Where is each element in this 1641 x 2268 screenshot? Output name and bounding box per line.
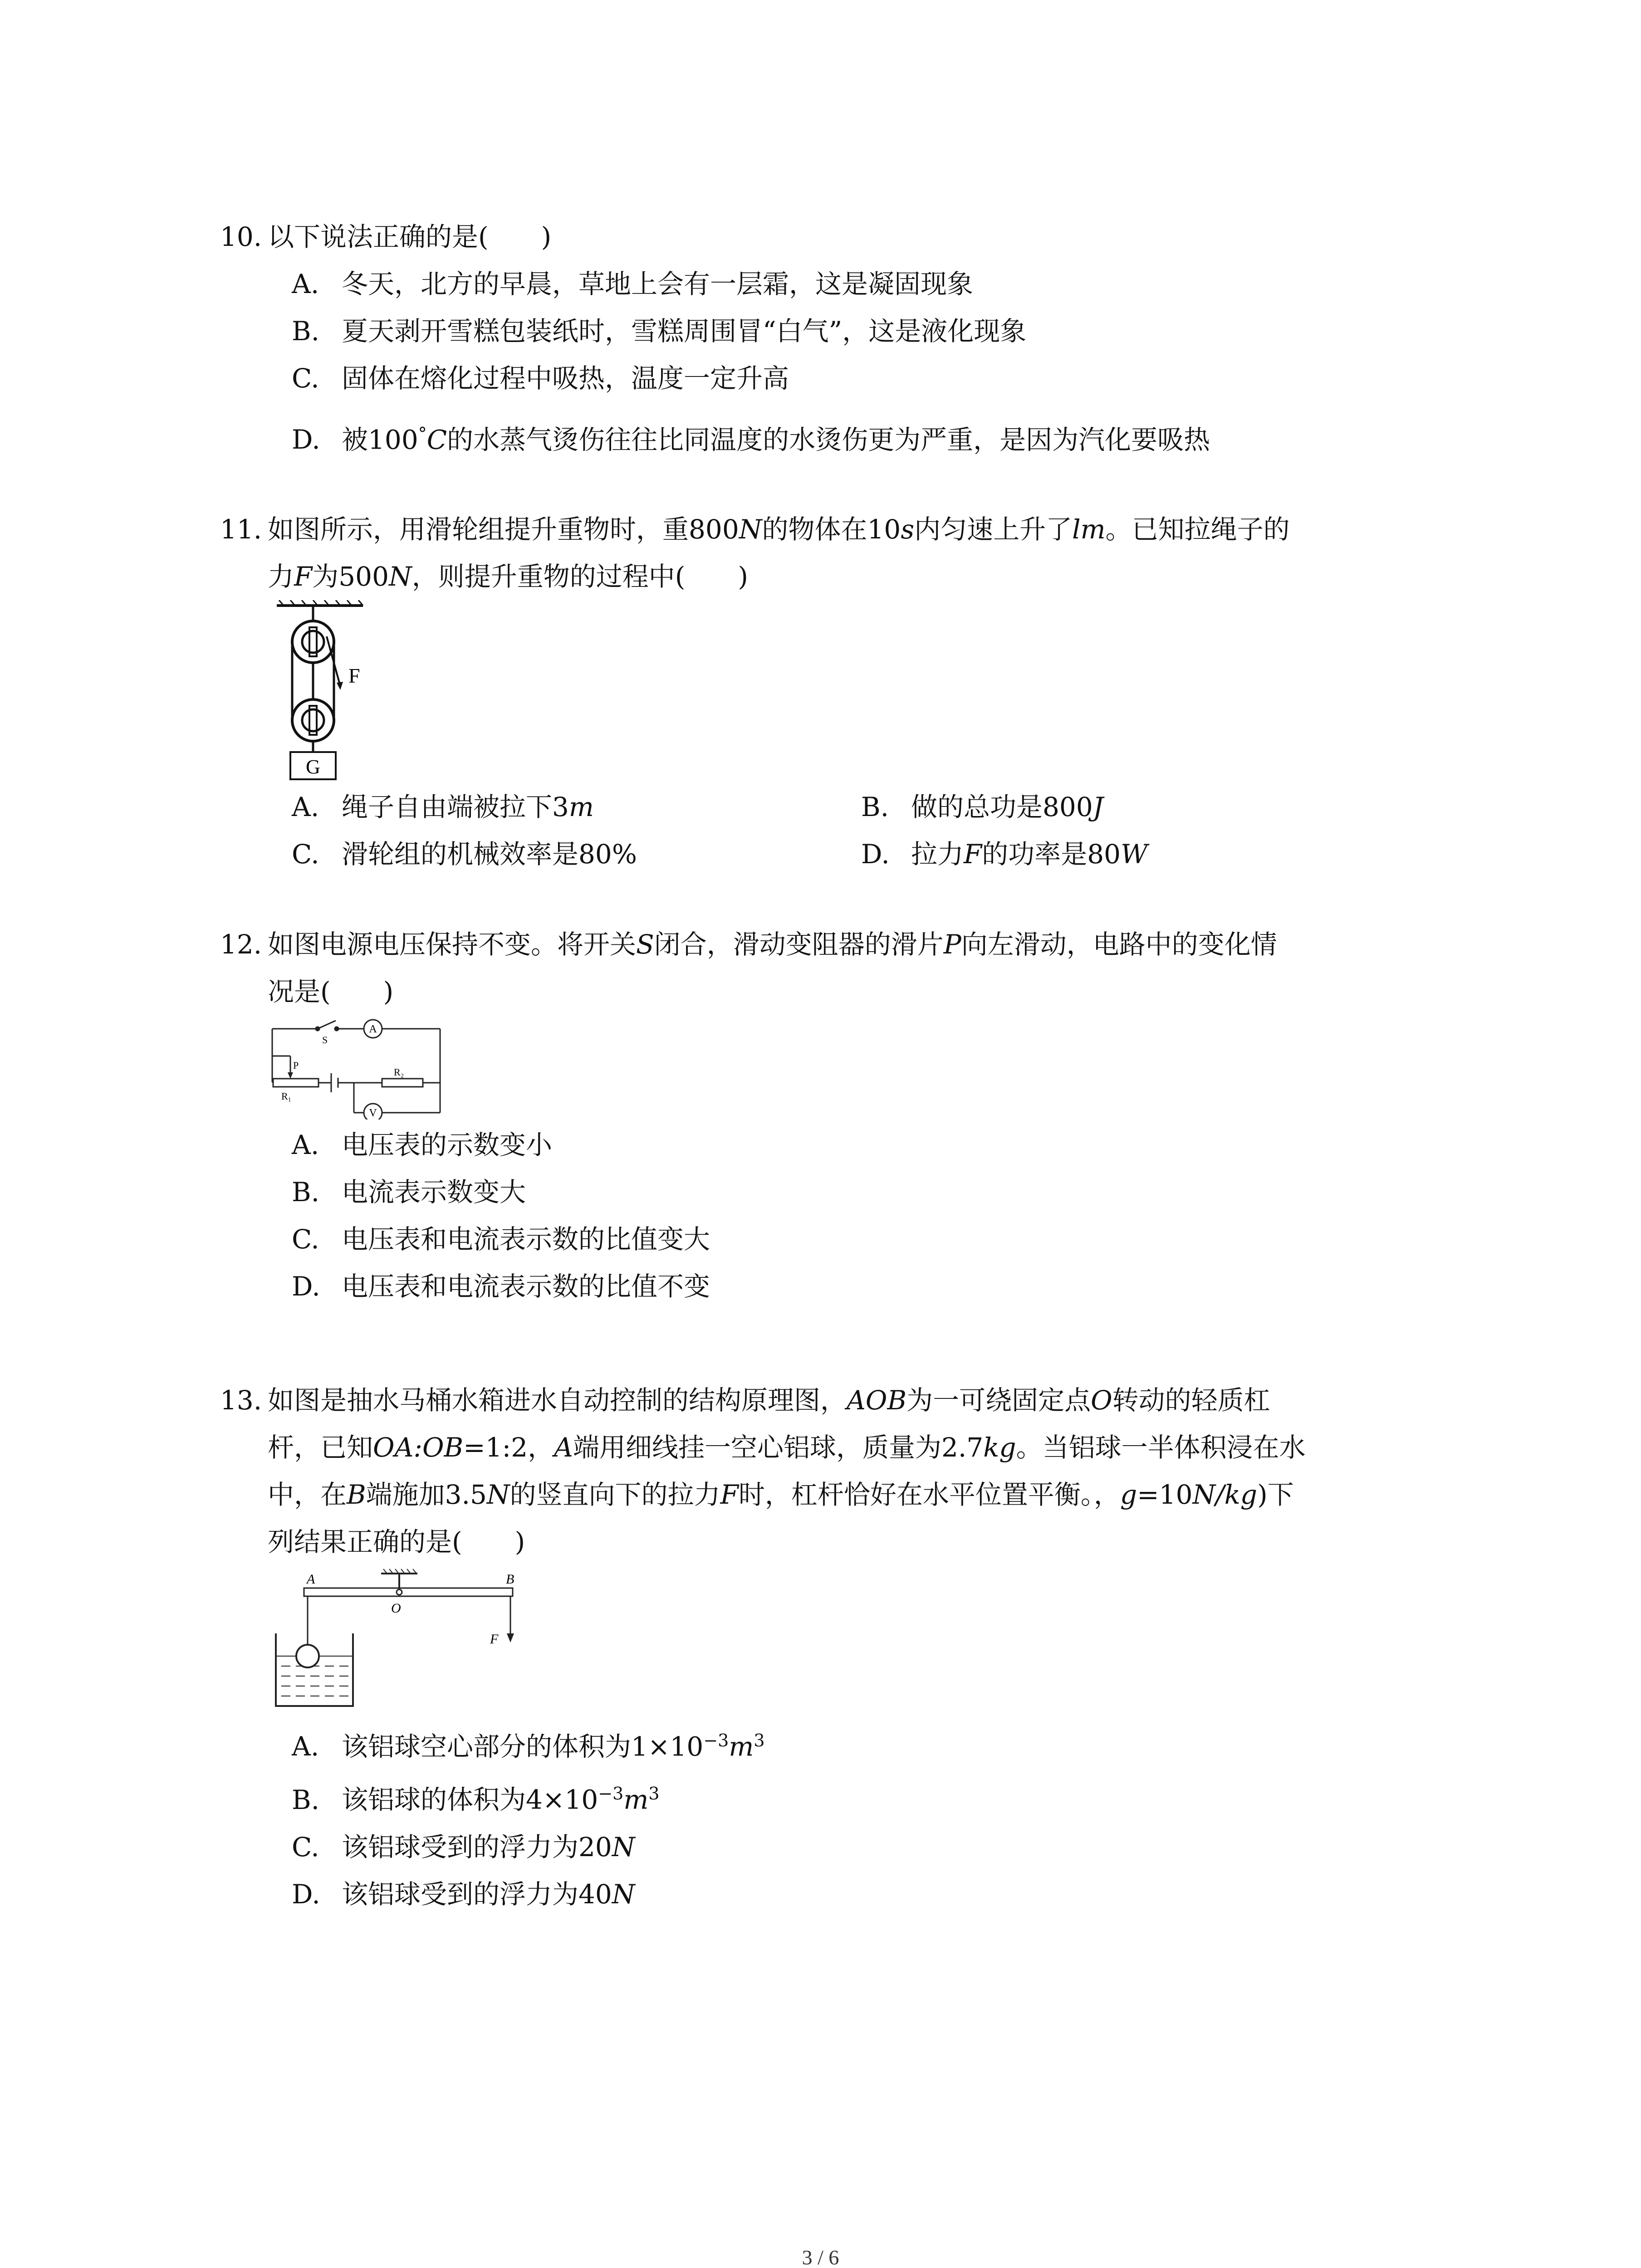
stem-text: 。当铝球一半体积浸在水	[1016, 1432, 1306, 1463]
stem-text: 端施加	[366, 1479, 445, 1510]
switch-symbol: S	[636, 929, 654, 960]
option-letter: B.	[292, 1177, 320, 1207]
question-12	[220, 921, 1445, 1310]
question-12-stem-line-2	[220, 968, 1445, 1015]
question-number: 10.	[220, 221, 262, 252]
question-number: 13.	[220, 1385, 262, 1416]
switch-label: S	[322, 1034, 328, 1046]
question-10	[220, 213, 1445, 463]
option-text: 拉力	[911, 839, 964, 870]
option-text: 滑轮组的机械效率是	[342, 839, 579, 870]
stem-text: 为一可绕固定点	[906, 1385, 1091, 1416]
stem-text: 。已知拉绳子的	[1105, 514, 1290, 545]
option-text: 电压表的示数变小	[342, 1129, 553, 1160]
option-text: 该铝球的体积为	[342, 1784, 526, 1815]
stem-text: 况是( )	[268, 976, 394, 1007]
unit: N	[739, 514, 762, 545]
option-letter: D.	[292, 1878, 320, 1910]
stem-text: 如图是抽水马桶水箱进水自动控制的结构原理图，	[268, 1385, 847, 1416]
option-text: 被	[342, 424, 368, 455]
stem-text: 内匀速上升了	[914, 514, 1073, 545]
option-letter: C.	[292, 839, 319, 870]
exponent: 3	[648, 1784, 660, 1804]
gravity-value: =10	[1137, 1479, 1193, 1510]
degree-sign: °	[418, 424, 427, 444]
stem-text: 闭合，滑动变阻器的滑片	[654, 929, 944, 960]
unit: N	[486, 1479, 510, 1510]
stem-text: 端用细线挂一空心铝球，质量为	[573, 1432, 942, 1463]
option-letter: C.	[292, 1224, 319, 1255]
slider-symbol: P	[943, 929, 961, 960]
option-b	[220, 308, 1445, 355]
ratio-symbol: OA:OB	[373, 1432, 464, 1463]
stem-text: 的竖直向下的拉力	[509, 1479, 720, 1510]
circuit-figure	[268, 1015, 449, 1119]
question-13-stem-line-2	[220, 1424, 1445, 1471]
stem-text: 如图所示，用滑轮组提升重物时，重	[268, 514, 689, 545]
option-value: 800	[1043, 792, 1093, 822]
option-a	[292, 783, 861, 831]
question-13-stem-line-1	[220, 1377, 1445, 1424]
resistor-2-label: R₂	[394, 1066, 404, 1078]
question-number: 11.	[220, 514, 262, 545]
question-13-stem-line-4	[220, 1518, 1445, 1565]
temperature-value: 100	[368, 424, 418, 455]
option-letter: D.	[292, 424, 320, 455]
voltmeter-label: V	[369, 1107, 377, 1119]
stem-text: 为	[312, 561, 339, 592]
stem-text: 中，在	[268, 1479, 347, 1510]
question-11-stem-line-1	[220, 506, 1445, 553]
option-a	[220, 260, 1445, 308]
option-text: 该铝球受到的浮力为	[342, 1831, 579, 1862]
height-value: lm	[1072, 514, 1106, 545]
question-13-stem-line-3	[220, 1471, 1445, 1518]
option-letter: B.	[292, 316, 320, 347]
option-letter: C.	[292, 363, 319, 394]
options-row-1	[220, 783, 1445, 831]
question-12-stem-line-1	[220, 921, 1445, 968]
option-text: 做的总功是	[911, 792, 1043, 822]
unit: W	[1121, 839, 1148, 870]
point-b-label: B	[506, 1572, 514, 1587]
force-symbol: F	[294, 561, 313, 592]
option-text: 该铝球空心部分的体积为	[342, 1731, 632, 1762]
unit: C	[426, 424, 447, 455]
option-d	[861, 831, 1430, 878]
unit: N	[389, 561, 412, 592]
exponent: 3	[754, 1730, 765, 1750]
option-text: 夏天剥开雪糕包装纸时，雪糕周围冒“白气”，这是液化现象	[342, 316, 1027, 347]
ratio-value: =1:2，	[463, 1432, 554, 1463]
option-text: 固体在熔化过程中吸热，温度一定升高	[342, 363, 789, 394]
question-11-stem-line-2	[220, 553, 1445, 600]
time-value: 10	[867, 514, 901, 545]
stem-text: 如图电源电压保持不变。将开关	[268, 929, 637, 960]
option-a	[220, 1121, 1445, 1168]
force-symbol: F	[720, 1479, 739, 1510]
option-value: 80	[1087, 839, 1121, 870]
stem-text: 列结果正确的是( )	[268, 1526, 525, 1557]
option-c	[292, 831, 861, 878]
option-a	[220, 1717, 1445, 1770]
unit: kg	[983, 1432, 1016, 1463]
option-letter: B.	[861, 792, 889, 822]
weight-value: 800	[689, 514, 739, 545]
unit: m	[568, 792, 594, 822]
question-10-stem	[220, 213, 1445, 260]
mass-value: 2.7	[941, 1432, 984, 1463]
slider-label: P	[293, 1060, 299, 1071]
option-d	[220, 1263, 1445, 1310]
option-value: 3	[552, 792, 569, 822]
option-value: 80%	[578, 839, 637, 870]
option-text: 电压表和电流表示数的比值不变	[342, 1271, 710, 1302]
option-value: 40	[578, 1878, 612, 1910]
option-b	[220, 1770, 1445, 1823]
option-letter: D.	[861, 839, 890, 870]
stem-text: 力	[268, 561, 294, 592]
option-value: 4×10	[526, 1784, 598, 1815]
gravity-symbol: g	[1120, 1479, 1137, 1510]
unit: N	[612, 1831, 635, 1862]
lever-symbol: AOB	[847, 1385, 907, 1416]
unit: s	[901, 514, 915, 545]
option-c	[220, 1823, 1445, 1871]
stem-text: 时，杠杆恰好在水平位置平衡。，	[738, 1479, 1120, 1510]
option-text: 电压表和电流表示数的比值变大	[342, 1224, 710, 1255]
question-11	[220, 506, 1445, 878]
option-d	[220, 410, 1445, 463]
force-value: 3.5	[445, 1479, 487, 1510]
option-b	[861, 783, 1430, 831]
point-symbol: B	[347, 1479, 366, 1510]
option-letter: A.	[292, 269, 319, 299]
page-number: 3 / 6	[802, 2246, 839, 2268]
unit: m	[623, 1784, 649, 1815]
exponent: −3	[598, 1784, 624, 1804]
option-value: 1×10	[631, 1731, 704, 1762]
force-value: 500	[338, 561, 389, 592]
stem-text: 转动的轻质杠	[1112, 1385, 1270, 1416]
pulley-system-figure	[268, 600, 386, 782]
option-text: 冬天，北方的早晨，草地上会有一层霜，这是凝固现象	[342, 269, 974, 299]
ammeter-label: A	[369, 1023, 377, 1035]
option-letter: A.	[292, 792, 319, 822]
pivot-symbol: O	[1091, 1385, 1112, 1416]
option-letter: B.	[292, 1784, 320, 1815]
option-b	[220, 1168, 1445, 1216]
unit: N	[612, 1878, 635, 1910]
option-c	[220, 355, 1445, 402]
option-text: 绳子自由端被拉下	[342, 792, 553, 822]
lever-figure	[268, 1565, 522, 1711]
question-number: 12.	[220, 929, 262, 960]
option-text: 的功率是	[982, 839, 1087, 870]
stem-text: 向左滑动，电路中的变化情	[961, 929, 1277, 960]
resistor-1-label: R₁	[281, 1090, 292, 1102]
weight-label: G	[306, 756, 320, 778]
option-c	[220, 1216, 1445, 1263]
option-text: 电流表示数变大	[342, 1177, 526, 1207]
force-symbol: F	[964, 839, 982, 870]
option-text: 的水蒸气烫伤往往比同温度的水烫伤更为严重，是因为汽化要吸热	[447, 424, 1210, 455]
point-symbol: A	[554, 1432, 573, 1463]
option-letter: A.	[292, 1129, 319, 1160]
question-13	[220, 1377, 1445, 1918]
point-a-label: A	[307, 1572, 315, 1587]
options-row-2	[220, 831, 1445, 878]
exponent: −3	[703, 1730, 729, 1750]
unit: J	[1092, 792, 1103, 822]
option-letter: A.	[292, 1731, 319, 1762]
stem-text: ，则提升重物的过程中( )	[411, 561, 749, 592]
unit: N/kg	[1192, 1479, 1258, 1510]
option-d	[220, 1871, 1445, 1918]
pivot-label: O	[391, 1601, 401, 1616]
stem-text: 的物体在	[762, 514, 867, 545]
option-text: 该铝球受到的浮力为	[342, 1878, 579, 1910]
option-value: 20	[578, 1831, 612, 1862]
stem-text: 以下说法正确的是( )	[268, 221, 552, 252]
stem-text: 杆，已知	[268, 1432, 373, 1463]
unit: m	[729, 1731, 754, 1762]
option-letter: D.	[292, 1271, 320, 1302]
stem-text: )下	[1257, 1479, 1294, 1510]
force-label: F	[348, 664, 360, 687]
option-letter: C.	[292, 1831, 319, 1862]
force-label: F	[490, 1632, 499, 1647]
